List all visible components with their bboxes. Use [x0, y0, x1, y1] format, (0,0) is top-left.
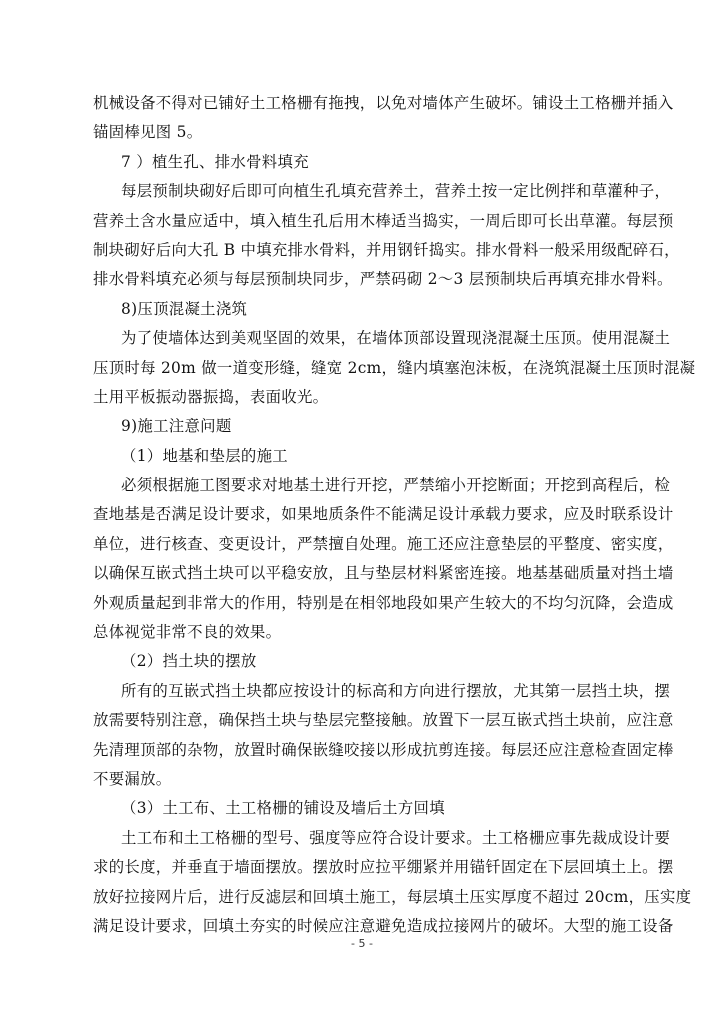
text-line: 排水骨料填充必须与每层预制块同步，严禁码砌 2～3 层预制块后再填充排水骨料。: [93, 270, 673, 289]
page-number: - 5 -: [351, 937, 373, 950]
text-line: 单位，进行核查、变更设计，严禁擅自处理。施工还应注意垫层的平整度、密实度，: [93, 534, 674, 553]
subsection-heading: （3）土工布、土工格栅的铺设及墙后土方回填: [121, 799, 445, 818]
text-line: 所有的互嵌式挡土块都应按设计的标高和方向进行摆放，尤其第一层挡土块，摆: [121, 681, 671, 700]
text-line: 压顶时每 20m 做一道变形缝，缝宽 2cm，缝内填塞泡沫板，在浇筑混凝土压顶时混凝: [93, 358, 696, 377]
section-heading: 9)施工注意问题: [121, 417, 232, 436]
body-text: [93, 89, 696, 941]
text-line: 机械设备不得对已铺好土工格栅有拖拽，以免对墙体产生破坏。铺设土工格栅并插入: [93, 94, 674, 112]
text-line: 查地基是否满足设计要求，如果地质条件不能满足设计承载力要求，应及时联系设计: [93, 505, 674, 524]
text-line: 为了使墙体达到美观坚固的效果，在墙体顶部设置现浇混凝土压顶。使用混凝土: [121, 329, 671, 348]
text-line: 总体视觉非常不良的效果。: [93, 623, 282, 642]
text-line: 营养土含水量应适中，填入植生孔后用木棒适当捣实，一周后即可长出草灌。每层预: [93, 211, 674, 230]
text-line: 放需要特别注意，确保挡土块与垫层完整接触。放置下一层互嵌式挡土块前，应注意: [93, 711, 674, 730]
text-line: 土用平板振动器振捣，表面收光。: [93, 387, 329, 406]
text-line: 满足设计要求，回填土夯实的时候应注意避免造成拉接网片的破坏。大型的施工设备: [93, 916, 674, 935]
text-line: 土工布和土工格栅的型号、强度等应符合设计要求。土工格栅应事先裁成设计要: [121, 828, 671, 847]
text-line: 每层预制块砌好后即可向植生孔填充营养土，营养土按一定比例拌和草灌种子，: [121, 182, 671, 201]
text-line: 制块砌好后向大孔 B 中填充排水骨料，并用钢钎捣实。排水骨料一般采用级配碎石，: [93, 240, 680, 259]
text-line: 先清理顶部的杂物，放置时确保嵌缝咬接以形成抗剪连接。每层还应注意检查固定棒: [93, 740, 674, 759]
text-line: 锚固棒见图 5。: [93, 123, 203, 142]
text-line: 外观质量起到非常大的作用，特别是在相邻地段如果产生较大的不均匀沉降，会造成: [93, 593, 674, 612]
subsection-heading: （1）地基和垫层的施工: [121, 446, 288, 465]
text-line: 求的长度，并垂直于墙面摆放。摆放时应拉平绷紧并用锚钎固定在下层回填土上。摆: [93, 858, 674, 877]
section-heading: 7 ）植生孔、排水骨料填充: [121, 152, 309, 171]
text-line: 以确保互嵌式挡土块可以平稳安放，且与垫层材料紧密连接。地基基础质量对挡土墙: [93, 564, 674, 583]
text-line: 放好拉接网片后，进行反滤层和回填土施工，每层填土压实厚度不超过 20cm，压实度: [93, 887, 692, 906]
text-line: 不要漏放。: [93, 769, 172, 788]
subsection-heading: （2）挡土块的摆放: [121, 652, 257, 671]
text-line: 必须根据施工图要求对地基土进行开挖，严禁缩小开挖断面；开挖到高程后，检: [121, 476, 671, 495]
section-heading: 8)压顶混凝土浇筑: [121, 299, 248, 318]
